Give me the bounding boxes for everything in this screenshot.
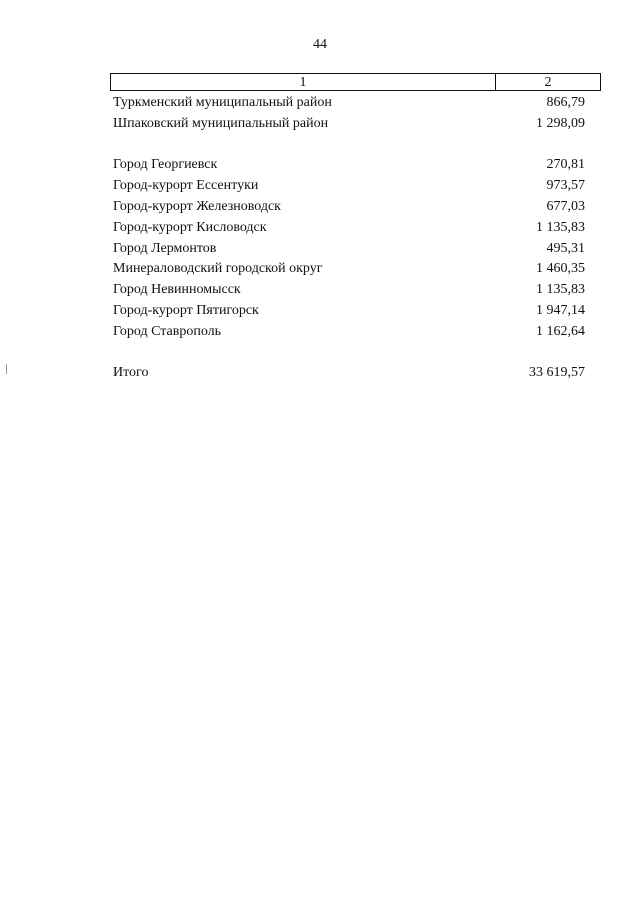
row-value: 1 162,64 [536,323,585,339]
table-row [113,218,585,239]
table-header-column-1: 1 [111,74,496,90]
total-value: 33 619,57 [529,365,585,381]
row-name: Город-курорт Пятигорск [113,302,259,318]
table-row [113,93,585,114]
table-row [113,239,585,260]
table-row [113,259,585,280]
row-value: 973,57 [546,178,585,194]
table-row [113,301,585,322]
row-name: Шпаковский муниципальный район [113,115,329,131]
table-row [113,197,585,218]
row-name: Город Лермонтов [113,240,217,256]
row-name: Город Невинномысск [113,282,241,298]
row-name: Туркменский муниципальный район [113,95,332,110]
table-header [110,73,601,91]
table-row [113,155,585,176]
row-name: Минераловодский городской округ [113,261,323,277]
total-label: Итого [113,365,149,381]
row-value: 866,79 [546,95,585,110]
row-value: 677,03 [546,198,585,214]
table-row [113,280,585,301]
table-row [113,114,585,135]
row-value: 1 460,35 [536,261,585,277]
table-row [113,322,585,343]
row-value: 495,31 [546,240,585,256]
table-body [113,93,585,384]
row-name: Город Георгиевск [113,157,218,173]
scan-margin-mark [6,364,7,374]
group-spacer [113,343,585,364]
total-row [113,363,585,384]
row-value: 1 298,09 [536,115,585,131]
row-name: Город-курорт Ессентуки [113,178,259,194]
row-name: Город Ставрополь [113,323,222,339]
page-number: 44 [313,37,327,52]
row-value: 1 135,83 [536,282,585,298]
row-name: Город-курорт Кисловодск [113,219,267,235]
table-row [113,176,585,197]
table-header-column-2: 2 [544,75,552,90]
row-value: 1 947,14 [536,302,585,318]
group-spacer [113,135,585,156]
row-value: 270,81 [546,157,585,173]
row-value: 1 135,83 [536,219,585,235]
row-name: Город-курорт Железноводск [113,198,281,214]
